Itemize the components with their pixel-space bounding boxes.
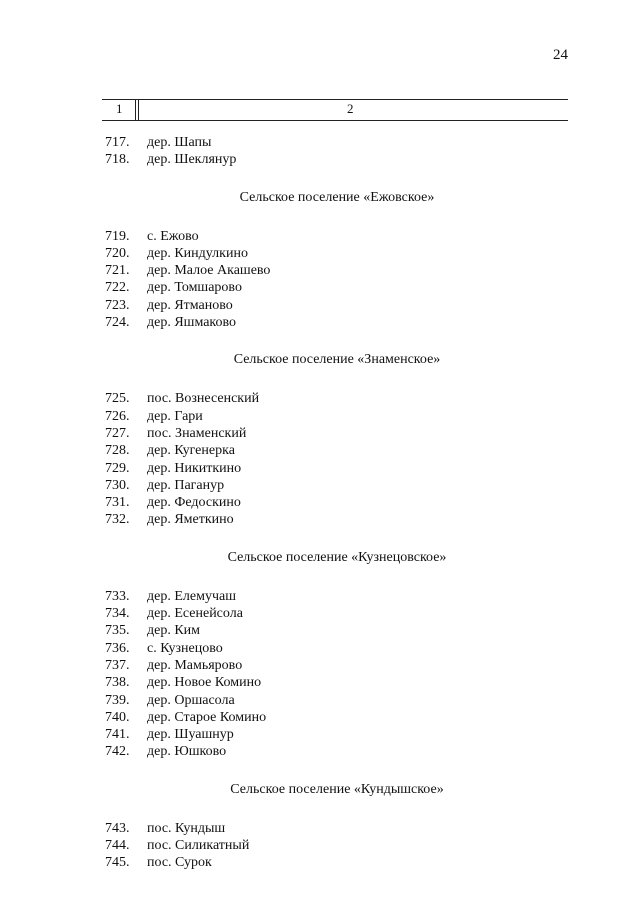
list-item bbox=[102, 297, 572, 314]
page-number: 24 bbox=[553, 47, 568, 63]
item-name: дер. Ятманово bbox=[147, 297, 233, 313]
item-name: дер. Мамьярово bbox=[147, 657, 243, 673]
list-item bbox=[102, 657, 572, 674]
column-divider bbox=[138, 100, 139, 120]
list-item bbox=[102, 425, 572, 442]
item-number: 733. bbox=[105, 588, 130, 604]
item-number: 720. bbox=[105, 245, 130, 261]
item-name: дер. Малое Акашево bbox=[147, 263, 271, 279]
item-number: 718. bbox=[105, 152, 130, 168]
item-number: 743. bbox=[105, 820, 130, 836]
item-name: дер. Киндулкино bbox=[147, 245, 248, 261]
table-column-header bbox=[102, 99, 568, 121]
item-name: дер. Шуашнур bbox=[147, 727, 234, 743]
item-number: 734. bbox=[105, 606, 130, 622]
settlement-section bbox=[102, 781, 572, 872]
list-item bbox=[102, 820, 572, 837]
list-item bbox=[102, 134, 572, 151]
item-number: 745. bbox=[105, 855, 130, 871]
section-heading: Сельское поселение «Знаменское» bbox=[233, 352, 441, 368]
item-number: 744. bbox=[105, 838, 130, 854]
item-name: дер. Яшмаково bbox=[147, 315, 237, 331]
item-number: 731. bbox=[105, 495, 130, 511]
item-name: дер. Оршасола bbox=[147, 692, 235, 708]
list-item bbox=[102, 477, 572, 494]
item-number: 728. bbox=[105, 443, 130, 459]
section-heading: Сельское поселение «Кузнецовское» bbox=[227, 549, 447, 565]
list-item bbox=[102, 588, 572, 605]
item-name: дер. Паганур bbox=[147, 477, 225, 493]
item-number: 726. bbox=[105, 408, 130, 424]
list-item bbox=[102, 692, 572, 709]
item-number: 738. bbox=[105, 675, 130, 691]
list-item bbox=[102, 674, 572, 691]
section-heading: Сельское поселение «Кундышское» bbox=[230, 781, 444, 797]
item-name: пос. Сурок bbox=[147, 855, 212, 871]
item-number: 727. bbox=[105, 425, 130, 441]
item-number: 724. bbox=[105, 315, 130, 331]
settlement-section bbox=[102, 134, 572, 169]
item-number: 741. bbox=[105, 727, 130, 743]
list-item bbox=[102, 622, 572, 639]
section-heading: Сельское поселение «Ежовское» bbox=[239, 189, 435, 205]
list-item bbox=[102, 279, 572, 296]
column-2-label: 2 bbox=[347, 101, 354, 116]
item-number: 725. bbox=[105, 391, 130, 407]
list-item bbox=[102, 390, 572, 407]
item-number: 722. bbox=[105, 280, 130, 296]
item-name: дер. Есенейсола bbox=[147, 606, 243, 622]
list-item bbox=[102, 408, 572, 425]
column-1-label: 1 bbox=[116, 101, 123, 116]
settlement-list bbox=[102, 134, 572, 872]
item-name: пос. Силикатный bbox=[147, 838, 250, 854]
list-item bbox=[102, 460, 572, 477]
item-name: дер. Елемучаш bbox=[147, 588, 236, 604]
item-number: 740. bbox=[105, 709, 130, 725]
item-name: дер. Кугенерка bbox=[147, 443, 235, 459]
item-name: дер. Новое Комино bbox=[147, 675, 262, 691]
item-name: дер. Томшарово bbox=[147, 280, 242, 296]
item-number: 717. bbox=[105, 135, 130, 150]
list-item bbox=[102, 245, 572, 262]
item-number: 732. bbox=[105, 512, 130, 528]
list-item bbox=[102, 854, 572, 871]
item-number: 739. bbox=[105, 692, 130, 708]
item-number: 719. bbox=[105, 228, 130, 244]
item-name: дер. Юшково bbox=[147, 744, 227, 760]
item-number: 742. bbox=[105, 744, 130, 760]
item-number: 730. bbox=[105, 477, 130, 493]
list-item bbox=[102, 743, 572, 760]
item-name: дер. Федоскино bbox=[147, 495, 241, 511]
list-item bbox=[102, 494, 572, 511]
list-item bbox=[102, 228, 572, 245]
item-name: пос. Вознесенский bbox=[147, 391, 260, 407]
item-number: 721. bbox=[105, 263, 130, 279]
settlement-section bbox=[102, 351, 572, 528]
item-number: 723. bbox=[105, 297, 130, 313]
list-item bbox=[102, 151, 572, 168]
item-name: дер. Шеклянур bbox=[147, 152, 237, 168]
item-name: дер. Никиткино bbox=[147, 460, 242, 476]
settlement-section bbox=[102, 189, 572, 332]
item-number: 729. bbox=[105, 460, 130, 476]
list-item bbox=[102, 442, 572, 459]
item-number: 736. bbox=[105, 640, 130, 656]
list-item bbox=[102, 605, 572, 622]
item-name: с. Кузнецово bbox=[147, 640, 223, 656]
item-name: пос. Кундыш bbox=[147, 820, 226, 836]
settlement-section bbox=[102, 549, 572, 761]
item-name: дер. Старое Комино bbox=[147, 709, 267, 725]
item-name: с. Ежово bbox=[147, 228, 199, 244]
item-number: 737. bbox=[105, 657, 130, 673]
list-item bbox=[102, 262, 572, 279]
item-name: дер. Яметкино bbox=[147, 512, 234, 528]
list-item bbox=[102, 511, 572, 528]
list-item bbox=[102, 726, 572, 743]
item-name: дер. Ким bbox=[147, 623, 201, 639]
item-name: дер. Шапы bbox=[147, 135, 212, 150]
item-number: 735. bbox=[105, 623, 130, 639]
column-divider bbox=[135, 100, 136, 120]
list-item bbox=[102, 837, 572, 854]
item-name: пос. Знаменский bbox=[147, 425, 247, 441]
list-item bbox=[102, 709, 572, 726]
item-name: дер. Гари bbox=[147, 408, 203, 424]
list-item bbox=[102, 314, 572, 331]
list-item bbox=[102, 640, 572, 657]
